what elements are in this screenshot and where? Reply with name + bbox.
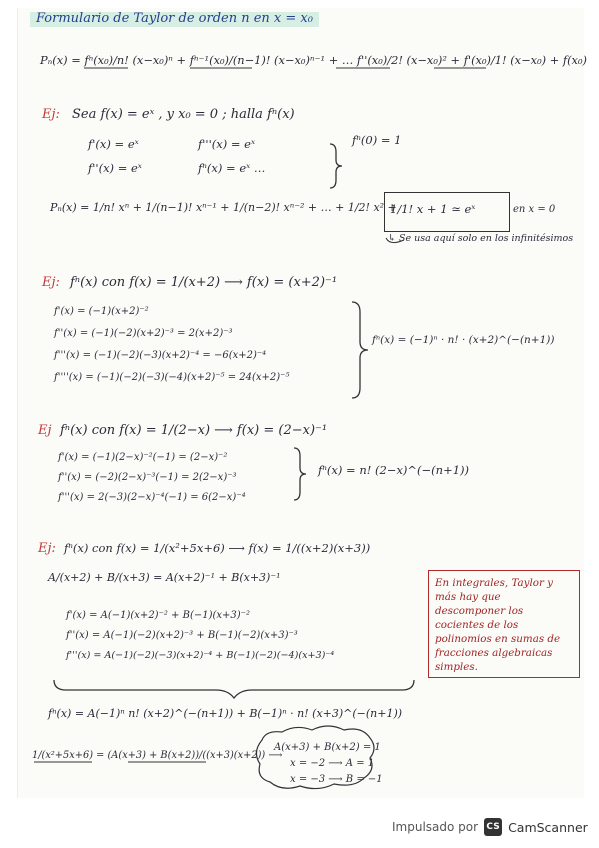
ex4-partial-fractions: A/(x+2) + B/(x+3) = A(x+2)⁻¹ + B(x+3)⁻¹ — [48, 571, 281, 584]
ex2-derivative-3: f'''(x) = (−1)(−2)(−3)(x+2)⁻⁴ = −6(x+2)⁻⁴ — [54, 350, 267, 361]
ex4-system-eq: A(x+3) + B(x+2) = 1 — [274, 742, 381, 753]
ex2-derivative-1: f'(x) = (−1)(x+2)⁻² — [54, 306, 149, 317]
ex1-derivative-n: fⁿ(x) = eˣ … — [198, 161, 266, 175]
ex3-result: fⁿ(x) = n! (2−x)^(−(n+1)) — [318, 463, 469, 477]
ex1-boxed-tail: en x = 0 — [513, 204, 556, 215]
ex3-derivative-2: f''(x) = (−2)(2−x)⁻³(−1) = 2(2−x)⁻³ — [58, 472, 237, 483]
taylor-formula: Pₙ(x) = fⁿ(x₀)/n! (x−x₀)ⁿ + fⁿ⁻¹(x₀)/(n−1)! (x−x₀)ⁿ⁻¹ + … f''(x₀)/2! (x−x₀)² + f'(x₀)/1! (x−x₀) + f(x₀) — [40, 53, 587, 67]
side-note-text: En integrales, Taylor y más hay que descomponer los cocientes de los polinomios en sumas de fracciones algebraicas simples. — [435, 577, 561, 673]
ex3-derivative-3: f'''(x) = 2(−3)(2−x)⁻⁴(−1) = 6(2−x)⁻⁴ — [58, 492, 246, 503]
ex2-derivative-2: f''(x) = (−1)(−2)(x+2)⁻³ = 2(x+2)⁻³ — [54, 328, 233, 339]
ex3-label: Ej — [38, 423, 52, 438]
ex1-label: Ej: — [42, 107, 60, 122]
ex2-label: Ej: — [42, 275, 60, 290]
ex4-derivative-1: f'(x) = A(−1)(x+2)⁻² + B(−1)(x+3)⁻² — [66, 610, 250, 621]
ex4-statement: fⁿ(x) con f(x) = 1/(x²+5x+6) ⟶ f(x) = 1/((x+2)(x+3)) — [64, 541, 371, 555]
ex1-derivative-3: f'''(x) = eˣ — [198, 137, 256, 151]
ex3-derivative-1: f'(x) = (−1)(2−x)⁻²(−1) = (2−x)⁻² — [58, 452, 228, 463]
camscanner-footer — [392, 818, 588, 836]
page-title: Formulario de Taylor de orden n en x = x₀ — [30, 12, 319, 27]
ex2-derivative-4: f''''(x) = (−1)(−2)(−3)(−4)(x+2)⁻⁵ = 24(x+2)⁻⁵ — [54, 372, 290, 383]
ex4-derivative-3: f'''(x) = A(−1)(−2)(−3)(x+2)⁻⁴ + B(−1)(−2)(−4)(x+3)⁻⁴ — [66, 650, 335, 661]
camscanner-logo-icon: CS — [484, 818, 502, 836]
ex2-result: fⁿ(x) = (−1)ⁿ · n! · (x+2)^(−(n+1)) — [372, 334, 555, 346]
ex2-statement: fⁿ(x) con f(x) = 1/(x+2) ⟶ f(x) = (x+2)⁻¹ — [70, 275, 338, 290]
footer-brand: CamScanner — [508, 819, 588, 835]
ex1-polynomial: Pₙ(x) = 1/n! xⁿ + 1/(n−1)! xⁿ⁻¹ + 1/(n−2)! xⁿ⁻² + … + 1/2! x² + — [50, 201, 397, 214]
ex4-system-a: x = −2 ⟶ A = 1 — [290, 758, 375, 769]
ex1-note: ↳ Se usa aquí solo en los infinitésimos — [388, 233, 574, 244]
ex1-result: fⁿ(0) = 1 — [352, 133, 402, 147]
ex4-label: Ej: — [38, 541, 56, 556]
ex4-general-formula: fⁿ(x) = A(−1)ⁿ n! (x+2)^(−(n+1)) + B(−1)ⁿ · n! (x+3)^(−(n+1)) — [48, 707, 403, 720]
ex1-boxed-result: 1/1! x + 1 ≃ eˣ — [390, 202, 476, 216]
side-note-box — [428, 570, 580, 678]
ex1-statement: Sea f(x) = eˣ , y x₀ = 0 ; halla fⁿ(x) — [72, 107, 295, 122]
footer-prefix: Impulsado por — [392, 820, 479, 834]
ex1-derivative-2: f''(x) = eˣ — [88, 161, 142, 175]
ex4-decomposition: 1/(x²+5x+6) = (A(x+3) + B(x+2))/((x+3)(x+2)) ⟶ — [32, 750, 283, 761]
ex4-system-b: x = −3 ⟶ B = −1 — [290, 774, 383, 785]
ex4-derivative-2: f''(x) = A(−1)(−2)(x+2)⁻³ + B(−1)(−2)(x+3)⁻³ — [66, 630, 298, 641]
ex3-statement: fⁿ(x) con f(x) = 1/(2−x) ⟶ f(x) = (2−x)⁻¹ — [60, 423, 328, 438]
ex1-derivative-1: f'(x) = eˣ — [88, 137, 139, 151]
